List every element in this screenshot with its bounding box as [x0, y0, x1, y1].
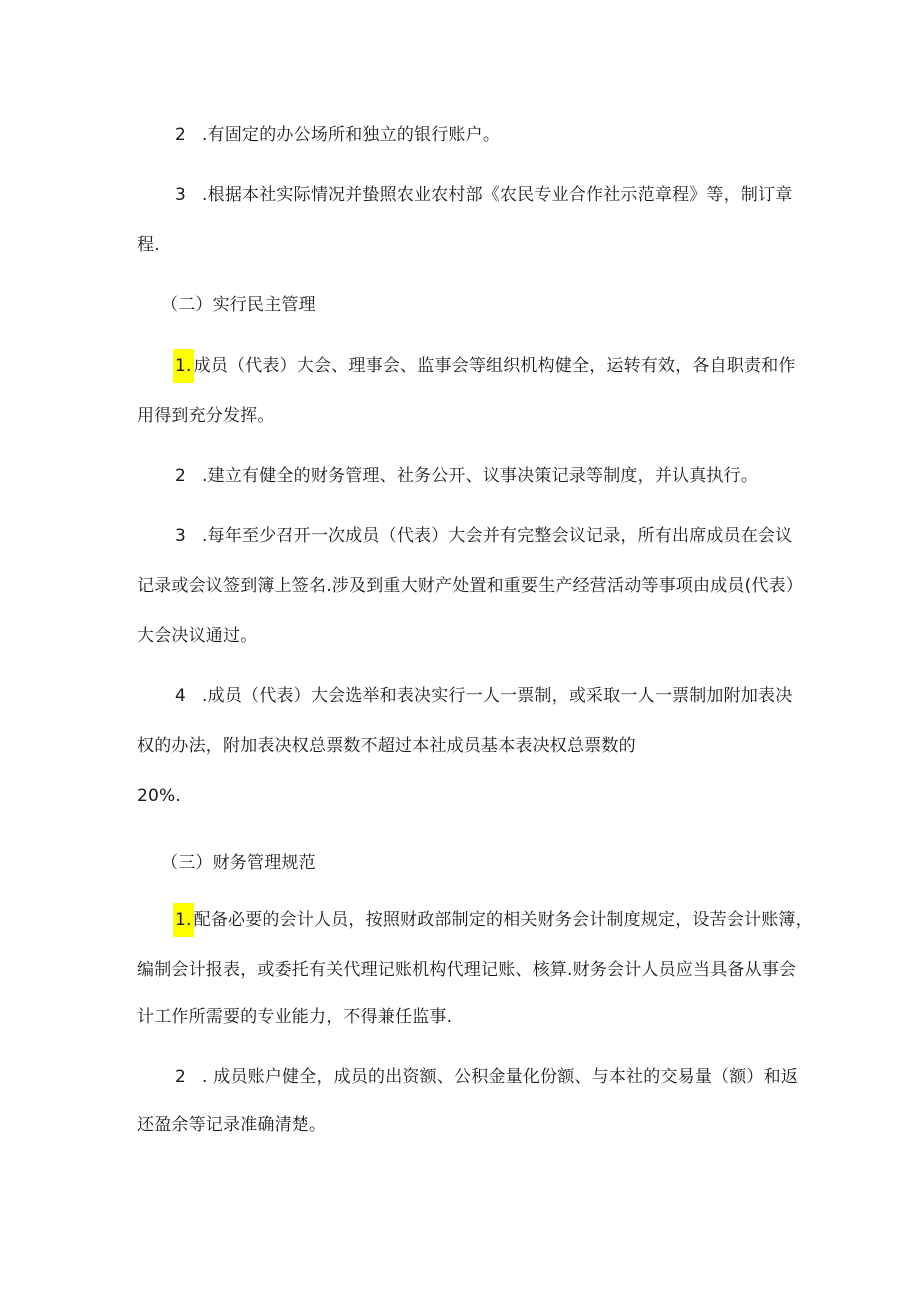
- highlighted-number: 1.: [173, 349, 194, 383]
- section-heading-2: （二）实行民主管理: [161, 295, 316, 315]
- item-text: . 成员账户健全，成员的出资额、公积金量化份额、与本社的交易量（额）和返: [202, 1067, 799, 1087]
- sec2-item-1-line-1: [173, 353, 796, 383]
- item-number: 2: [175, 466, 187, 486]
- item-text: .建立有健全的财务管理、社务公开、议事决策记录等制度，并认真执行。: [202, 466, 759, 486]
- item-number: 2: [175, 125, 187, 145]
- sec2-item-4-line-3: 20%.: [137, 786, 181, 806]
- sec2-item-3-line-1: [175, 523, 792, 549]
- item-text: .每年至少召开一次成员（代表）大会并有完整会议记录，所有出席成员在会议: [202, 526, 793, 546]
- sec3-item-2-line-2: 还盈余等记录准确清楚。: [137, 1115, 327, 1135]
- sec2-item-3-line-2: 记录或会议签到簿上签名.涉及到重大财产处置和重要生产经营活动等事项由成员(代表）: [137, 576, 804, 596]
- item-2-line: [175, 122, 500, 148]
- item-text: .根据本社实际情况并蛰照农业农村部《农民专业合作社示范章程》等，制订章: [202, 185, 793, 205]
- item-number: 3: [175, 185, 187, 205]
- sec2-item-4-line-1: [175, 683, 792, 709]
- item-text: .有固定的办公场所和独立的银行账户。: [202, 125, 501, 145]
- sec3-item-1-line-1: [173, 907, 813, 937]
- item-number: 4: [175, 686, 187, 706]
- item-number: 2: [175, 1067, 187, 1087]
- sec3-item-2-line-1: [175, 1064, 798, 1090]
- highlighted-number: 1.: [173, 903, 194, 937]
- section-heading-3: （三）财务管理规范: [161, 853, 316, 873]
- sec2-item-4-line-2: 权的办法，附加表决权总票数不超过本社成员基本表决权总票数的: [137, 736, 636, 756]
- item-3-line-1: [175, 182, 792, 208]
- sec3-item-1-line-2: 编制会计报表，或委托有关代理记账机构代理记账、核算.财务会计人员应当具备从事会: [137, 960, 797, 980]
- sec2-item-3-line-3: 大会决议通过。: [137, 626, 258, 646]
- item-text: .成员（代表）大会选举和表决实行一人一票制，或采取一人一票制加附加表决: [202, 686, 793, 706]
- item-number: 3: [175, 526, 187, 546]
- item-text: 配备必要的会计人员，按照财政部制定的相关财务会计制度规定，设苦会计账簿，: [193, 910, 813, 930]
- item-text: 成员（代表）大会、理事会、监事会等组织机构健全，运转有效，各自职责和作: [193, 356, 796, 376]
- item-3-line-2: 程.: [137, 235, 160, 255]
- sec3-item-1-line-3: 计工作所需要的专业能力，不得兼任监事.: [137, 1007, 453, 1027]
- sec2-item-2-line: [175, 463, 758, 489]
- sec2-item-1-line-2: 用得到充分发挥。: [137, 406, 275, 426]
